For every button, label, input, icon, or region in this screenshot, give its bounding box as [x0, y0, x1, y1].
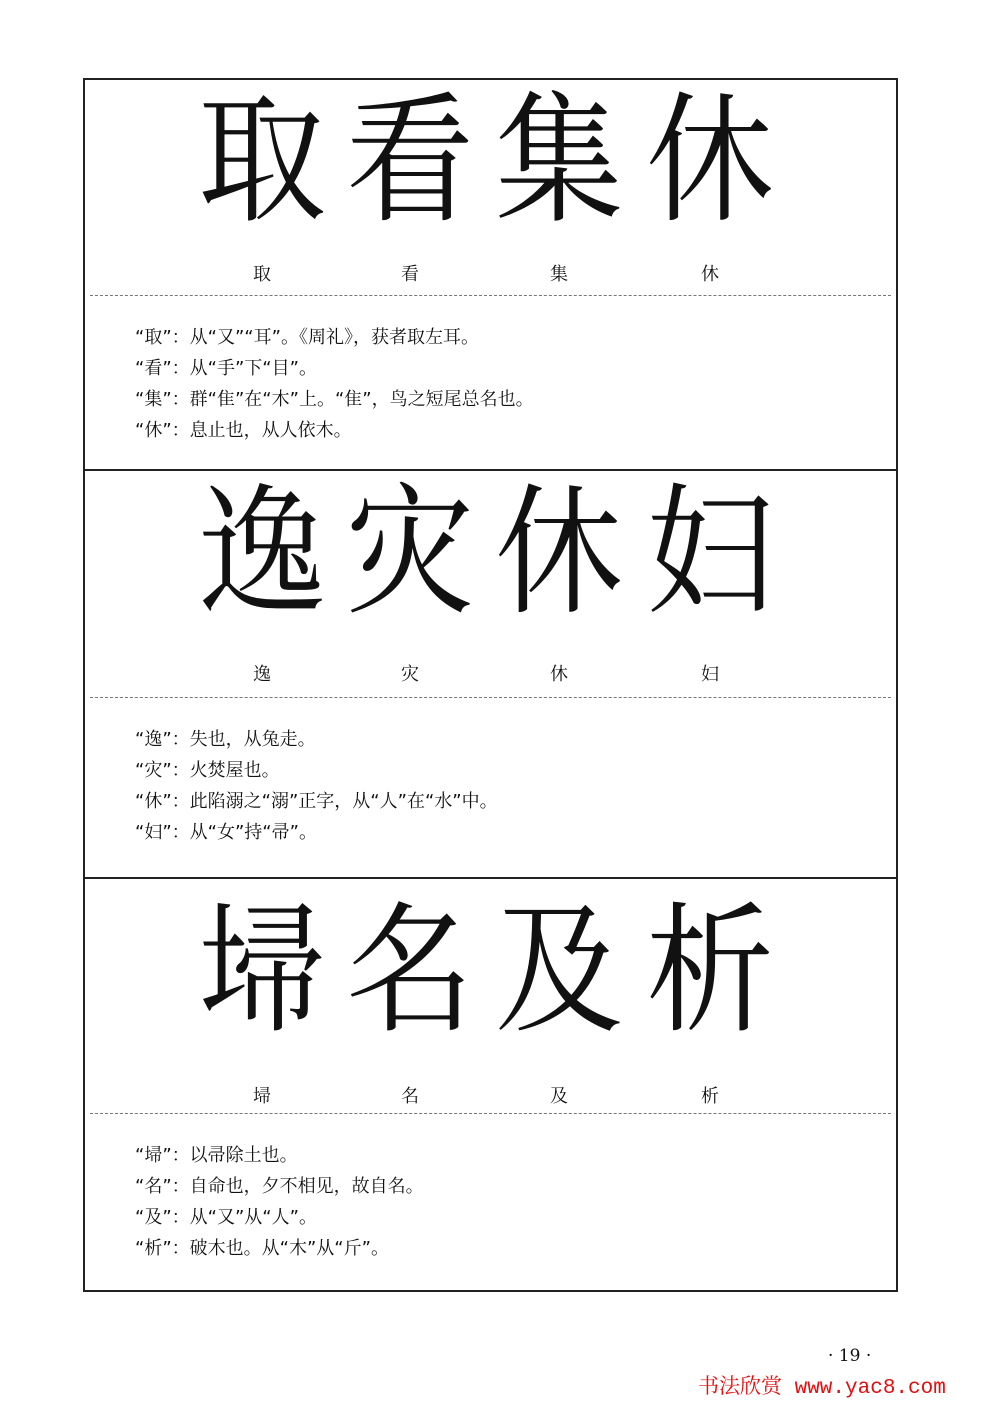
- note-line: “看”：从“手”下“目”。: [135, 358, 317, 379]
- seal-glyph: 逸: [197, 471, 326, 636]
- note-line: “析”：破木也。从“木”从“斤”。: [135, 1238, 389, 1259]
- notes: [135, 1140, 424, 1264]
- watermark: 书法欣赏 www.yac8.com: [698, 1377, 946, 1400]
- char-label: 及: [550, 1086, 568, 1107]
- page-number: · 19 ·: [828, 1346, 872, 1366]
- note-line: “及”：从“又”从“人”。: [135, 1207, 317, 1228]
- seal-glyph: 析: [645, 889, 774, 1054]
- char-label: 析: [701, 1086, 719, 1107]
- char-label: 看: [401, 264, 419, 285]
- dashed-divider: [90, 1113, 891, 1114]
- section-1: [85, 80, 896, 470]
- seal-glyph: 灾: [345, 471, 474, 636]
- seal-glyph: 名: [345, 889, 474, 1054]
- note-line: “休”：此陷溺之“溺”正字，从“人”在“水”中。: [135, 791, 498, 812]
- note-line: “集”：群“隹”在“木”上。“隹”，鸟之短尾总名也。: [135, 389, 534, 410]
- note-line: “灾”：火焚屋也。: [135, 760, 280, 781]
- char-label: 埽: [253, 1086, 271, 1107]
- char-label: 妇: [701, 664, 719, 685]
- char-label: 休: [550, 664, 568, 685]
- seal-glyph: 休: [645, 79, 774, 244]
- dashed-divider: [90, 295, 891, 296]
- char-label: 集: [550, 264, 568, 285]
- seal-glyph: 埽: [197, 889, 326, 1054]
- note-line: “休”：息止也，从人依木。: [135, 420, 352, 441]
- note-line: “埽”：以帚除土也。: [135, 1145, 298, 1166]
- note-line: “妇”：从“女”持“帚”。: [135, 822, 317, 843]
- char-label: 名: [401, 1086, 419, 1107]
- section-2: [85, 470, 896, 877]
- char-label: 取: [253, 264, 271, 285]
- char-label: 逸: [253, 664, 271, 685]
- seal-glyph: 集: [494, 79, 623, 244]
- seal-glyph: 休: [494, 471, 623, 636]
- section-3: [85, 878, 896, 1292]
- note-line: “名”：自命也，夕不相见，故自名。: [135, 1176, 424, 1197]
- note-line: “取”：从“又”“耳”。《周礼》，获者取左耳。: [135, 327, 479, 348]
- note-line: “逸”：失也，从兔走。: [135, 729, 316, 750]
- char-label: 灾: [401, 664, 419, 685]
- char-label: 休: [701, 264, 719, 285]
- seal-glyph: 看: [345, 79, 474, 244]
- seal-glyph: 取: [197, 79, 326, 244]
- content-frame: [83, 78, 898, 1292]
- notes: [135, 724, 498, 848]
- dashed-divider: [90, 697, 891, 698]
- seal-glyph: 及: [494, 889, 623, 1054]
- seal-glyph: 妇: [645, 471, 774, 636]
- notes: [135, 322, 534, 446]
